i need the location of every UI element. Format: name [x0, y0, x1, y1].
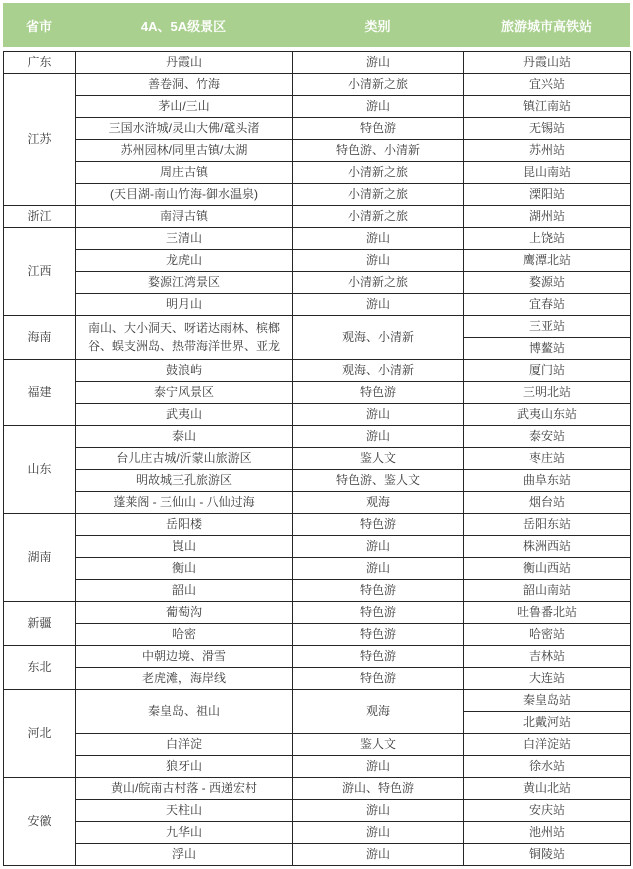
header-province: 省市: [25, 18, 52, 34]
category-cell: 游山、特色游: [293, 778, 464, 800]
category-cell: 特色游: [293, 602, 464, 624]
station-cell: 吉林站: [464, 646, 631, 668]
category-cell: 鉴人文: [293, 734, 464, 756]
scenic-cell: 老虎滩，海岸线: [76, 668, 293, 690]
scenic-cell: 哈密: [76, 624, 293, 646]
scenic-cell: 崀山: [76, 536, 293, 558]
scenic-cell: 善卷洞、竹海: [76, 74, 293, 96]
table-row: [4, 470, 631, 492]
station-cell: 北戴河站: [464, 712, 631, 734]
category-cell: 游山: [293, 756, 464, 778]
station-cell: 烟台站: [464, 492, 631, 514]
scenic-cell: (天目湖-南山竹海-御水温泉): [76, 184, 293, 206]
category-cell: 特色游、鉴人文: [293, 470, 464, 492]
category-cell: 游山: [293, 250, 464, 272]
province-cell: 新疆: [4, 602, 76, 646]
scenic-cell: 蓬莱阁 - 三仙山 - 八仙过海: [76, 492, 293, 514]
station-cell: 镇江南站: [464, 96, 631, 118]
scenic-cell: 秦皇岛、祖山: [76, 690, 293, 734]
station-cell: 博鳌站: [464, 338, 631, 360]
category-cell: 游山: [293, 558, 464, 580]
category-cell: 特色游: [293, 668, 464, 690]
station-cell: 徐水站: [464, 756, 631, 778]
table-body: [4, 52, 631, 866]
table-row: [4, 52, 631, 74]
scenic-cell: 婺源江湾景区: [76, 272, 293, 294]
scenic-cell: 泰山: [76, 426, 293, 448]
station-cell: 厦门站: [464, 360, 631, 382]
station-cell: 安庆站: [464, 800, 631, 822]
category-cell: 小清新之旅: [293, 74, 464, 96]
table-row: [4, 162, 631, 184]
province-cell: 浙江: [4, 206, 76, 228]
table-row: [4, 844, 631, 866]
category-cell: 鉴人文: [293, 448, 464, 470]
scenic-cell: 三清山: [76, 228, 293, 250]
scenic-cell: 九华山: [76, 822, 293, 844]
station-cell: 株洲西站: [464, 536, 631, 558]
scenic-cell: 天柱山: [76, 800, 293, 822]
table-row: [4, 294, 631, 316]
table-row: [4, 800, 631, 822]
station-cell: 衡山西站: [464, 558, 631, 580]
table-row: [4, 118, 631, 140]
province-cell: 安徽: [4, 778, 76, 866]
station-cell: 婺源站: [464, 272, 631, 294]
province-cell: 福建: [4, 360, 76, 426]
header-rail-station: 旅游城市高铁站: [500, 18, 592, 34]
station-cell: 哈密站: [464, 624, 631, 646]
station-cell: 宜春站: [464, 294, 631, 316]
scenic-cell: 韶山: [76, 580, 293, 602]
table-row: [4, 448, 631, 470]
category-cell: 小清新之旅: [293, 272, 464, 294]
table-row: [4, 624, 631, 646]
province-cell: 江苏: [4, 74, 76, 206]
category-cell: 观海、小清新: [293, 360, 464, 382]
scenic-cell: 三国水浒城/灵山大佛/鼋头渚: [76, 118, 293, 140]
station-cell: 湖州站: [464, 206, 631, 228]
province-cell: 广东: [4, 52, 76, 74]
scenic-cell: 泰宁风景区: [76, 382, 293, 404]
table-row: [4, 426, 631, 448]
scenic-cell: 葡萄沟: [76, 602, 293, 624]
station-cell: 无锡站: [464, 118, 631, 140]
table-row: [4, 228, 631, 250]
scenic-cell: 明月山: [76, 294, 293, 316]
category-cell: 游山: [293, 294, 464, 316]
category-cell: 特色游、小清新: [293, 140, 464, 162]
table-row: [4, 536, 631, 558]
header-scenic-spots: 4A、5A级景区: [140, 18, 227, 34]
scenic-spots-table: [3, 51, 631, 866]
scenic-cell: 明故城三孔旅游区: [76, 470, 293, 492]
station-cell: 铜陵站: [464, 844, 631, 866]
scenic-cell: 周庄古镇: [76, 162, 293, 184]
category-cell: 游山: [293, 800, 464, 822]
station-cell: 苏州站: [464, 140, 631, 162]
province-cell: 河北: [4, 690, 76, 778]
station-cell: 三明北站: [464, 382, 631, 404]
scenic-cell: 岳阳楼: [76, 514, 293, 536]
table-row: [4, 140, 631, 162]
category-cell: 特色游: [293, 624, 464, 646]
scenic-cell: 茅山/三山: [76, 96, 293, 118]
category-cell: 特色游: [293, 514, 464, 536]
category-cell: 小清新之旅: [293, 184, 464, 206]
category-cell: 特色游: [293, 118, 464, 140]
table-row: [4, 492, 631, 514]
scenic-cell: 武夷山: [76, 404, 293, 426]
table-row: [4, 756, 631, 778]
category-cell: 游山: [293, 404, 464, 426]
category-cell: 游山: [293, 426, 464, 448]
province-cell: 山东: [4, 426, 76, 514]
category-cell: 特色游: [293, 646, 464, 668]
category-cell: 观海: [293, 492, 464, 514]
station-cell: 秦皇岛站: [464, 690, 631, 712]
category-cell: 游山: [293, 228, 464, 250]
table-row: [4, 690, 631, 712]
scenic-cell: 狼牙山: [76, 756, 293, 778]
category-cell: 特色游: [293, 382, 464, 404]
province-cell: 东北: [4, 646, 76, 690]
station-cell: 鹰潭北站: [464, 250, 631, 272]
station-cell: 上饶站: [464, 228, 631, 250]
category-cell: 特色游: [293, 580, 464, 602]
station-cell: 枣庄站: [464, 448, 631, 470]
table-row: [4, 646, 631, 668]
table-row: [4, 514, 631, 536]
scenic-cell: 南浔古镇: [76, 206, 293, 228]
table-row: [4, 558, 631, 580]
station-cell: 岳阳东站: [464, 514, 631, 536]
category-cell: 观海、小清新: [293, 316, 464, 360]
table-row: [4, 734, 631, 756]
station-cell: 三亚站: [464, 316, 631, 338]
station-cell: 白洋淀站: [464, 734, 631, 756]
table-row: [4, 184, 631, 206]
table-row: [4, 778, 631, 800]
table-row: [4, 382, 631, 404]
scenic-cell: 鼓浪屿: [76, 360, 293, 382]
table-row: [4, 316, 631, 338]
station-cell: 丹霞山站: [464, 52, 631, 74]
header-category: 类别: [364, 18, 391, 34]
category-cell: 小清新之旅: [293, 206, 464, 228]
scenic-cell: 南山、大小洞天、呀诺达雨林、槟榔谷、蜈支洲岛、热带海洋世界、亚龙: [76, 316, 293, 360]
scenic-cell: 龙虎山: [76, 250, 293, 272]
province-cell: 江西: [4, 228, 76, 316]
table-header-row: [3, 3, 630, 47]
table-row: [4, 822, 631, 844]
station-cell: 池州站: [464, 822, 631, 844]
province-cell: 湖南: [4, 514, 76, 602]
station-cell: 吐鲁番北站: [464, 602, 631, 624]
category-cell: 游山: [293, 96, 464, 118]
station-cell: 曲阜东站: [464, 470, 631, 492]
scenic-cell: 黄山/皖南古村落 - 西递宏村: [76, 778, 293, 800]
table-row: [4, 96, 631, 118]
station-cell: 武夷山东站: [464, 404, 631, 426]
category-cell: 游山: [293, 52, 464, 74]
category-cell: 游山: [293, 536, 464, 558]
station-cell: 昆山南站: [464, 162, 631, 184]
scenic-cell: 台儿庄古城/沂蒙山旅游区: [76, 448, 293, 470]
table-row: [4, 250, 631, 272]
category-cell: 游山: [293, 822, 464, 844]
station-cell: 溧阳站: [464, 184, 631, 206]
station-cell: 宜兴站: [464, 74, 631, 96]
scenic-cell: 苏州园林/同里古镇/太湖: [76, 140, 293, 162]
table-row: [4, 74, 631, 96]
station-cell: 韶山南站: [464, 580, 631, 602]
station-cell: 泰安站: [464, 426, 631, 448]
table-row: [4, 360, 631, 382]
province-cell: 海南: [4, 316, 76, 360]
category-cell: 观海: [293, 690, 464, 734]
table-row: [4, 602, 631, 624]
table-row: [4, 206, 631, 228]
scenic-cell: 衡山: [76, 558, 293, 580]
table-row: [4, 404, 631, 426]
table-row: [4, 580, 631, 602]
scenic-cell: 丹霞山: [76, 52, 293, 74]
table-row: [4, 272, 631, 294]
station-cell: 黄山北站: [464, 778, 631, 800]
category-cell: 小清新之旅: [293, 162, 464, 184]
scenic-cell: 白洋淀: [76, 734, 293, 756]
station-cell: 大连站: [464, 668, 631, 690]
category-cell: 游山: [293, 844, 464, 866]
scenic-cell: 中朝边境、滑雪: [76, 646, 293, 668]
table-row: [4, 668, 631, 690]
scenic-cell: 浮山: [76, 844, 293, 866]
